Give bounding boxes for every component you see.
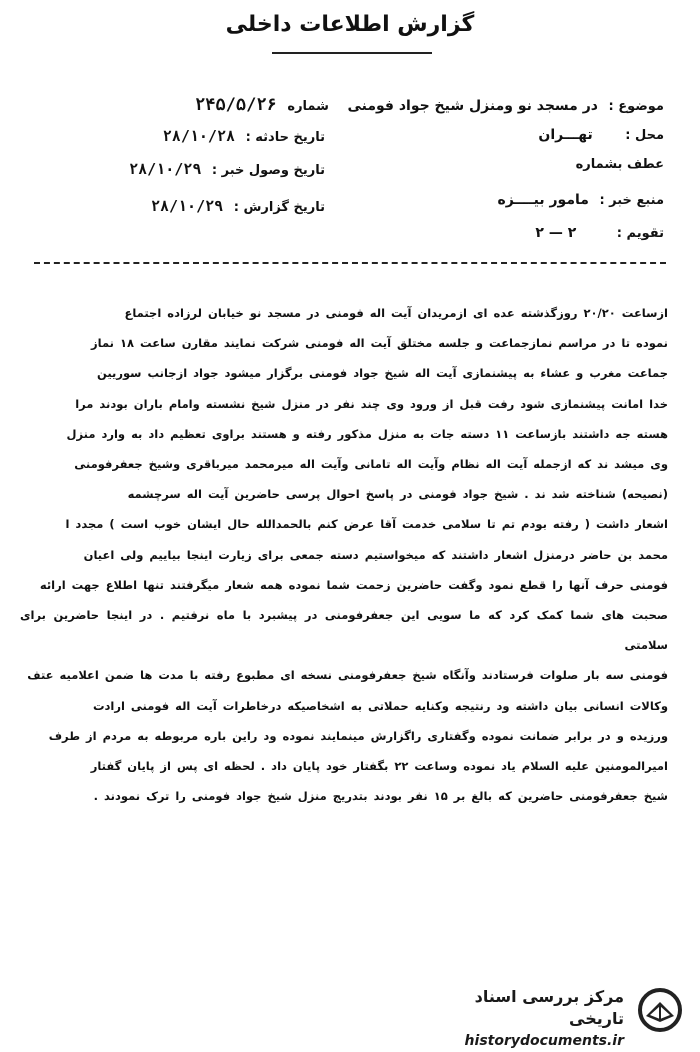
report-date: ۲۸/۱۰/۲۹: [150, 197, 224, 215]
incident-date-label: تاریخ حادثه :: [245, 130, 325, 145]
book-logo-icon: [634, 988, 686, 1032]
report-line: (نصیحه) شناخته شد ند . شیخ جواد فومنی در پاسخ احوال پرسی حاضرین آیت اله سرچشمه: [127, 487, 668, 502]
rating-field: [535, 225, 664, 241]
receipt-date-label: تاریخ وصول خبر :: [211, 163, 325, 178]
subject-value: در مسجد نو ومنزل شیخ جواد فومنی: [347, 98, 598, 114]
report-line: وکالات انسانی بیان داشته ود رنتیجه وکنایه حملاتی به اشخاصیکه درخاطرات آیت اله فومنی ارادت: [92, 698, 668, 713]
location-value: تهـــران: [538, 127, 593, 143]
report-line: فومنی حرف آنها را قطع نمود وگفت حاضرین زحمت شما نموده همه شعار میگرفتند تنها اطلاع جهت ارائه: [39, 577, 668, 592]
subject-number-label: شماره: [287, 99, 329, 114]
location-field: [538, 127, 664, 143]
report-line: صحبت های شما کمک کرد که ما سویی این جعفرفومنی در پیشبرد با ماه نرفتیم . در اینجا حاضرین برای سلامتی: [20, 608, 668, 653]
report-line: نموده تا در مراسم نمازجماعت و جلسه مختلق آیت اله فومنی شرکت نمایند مقارن ساعت ۱۸ نماز: [91, 336, 668, 351]
watermark: [418, 986, 686, 1049]
rating-label: تقویم :: [616, 226, 664, 241]
report-title: گزارش اطلاعات داخلی: [225, 12, 475, 37]
report-line: هسته جه داشتند بازساعت ۱۱ دسته جات به منزل مذکور رفته و هستند براوی تعظیم داد به وارد منزل: [66, 426, 668, 441]
follow-number-label: عطف بشماره: [575, 157, 664, 172]
source-label: منبع خبر :: [599, 193, 664, 208]
report-body: [20, 298, 668, 811]
subject-field: [195, 95, 664, 115]
report-date-field: [151, 197, 325, 215]
report-line: ازساعت ۲۰/۲۰ روزگذشته عده ای ازمریدان آیت اله فومنی در مسجد نو خیابان لرزاده اجتماع: [124, 306, 668, 320]
report-line: فومنی سه بار صلوات فرستادند وآنگاه شیخ جعفرفومنی نسخه ای مطبوع رفته با مدت ها ضمن اعلامیه عتف: [27, 668, 668, 683]
report-line: اشعار داشت ( رفته بودم تم تا سلامی خدمت آقا عرض کنم بالحمدالله حال ایشان خوب است ) مجدد ا: [65, 517, 668, 532]
title-underline: [272, 52, 432, 54]
receipt-date-field: [129, 160, 325, 178]
report-line: ورزیده و در برابر ضمانت نموده وگفتاری راگزارش مینمایند نموده ود راین باره مربوطه به مردم از طرف: [48, 728, 668, 743]
report-line: وی میشد ند که ازجمله آیت اله نظام وآیت اله تامانی وآیت اله میرمحمد میرباقری وشیخ جعفرفومنی: [74, 457, 668, 472]
watermark-text: [418, 986, 624, 1052]
header-divider: [34, 262, 666, 264]
location-label: محل :: [625, 128, 664, 143]
rating-value: ۲ — ۲: [535, 225, 577, 241]
report-line: جماعت مغرب و عشاء به پیشنمازی آیت اله شیخ جواد فومنی برگزار میشود جواد ازجانب سوریین: [96, 366, 668, 381]
receipt-date: ۲۸/۱۰/۲۹: [129, 160, 202, 178]
follow-number-field: [570, 157, 664, 172]
source-value: مامور بیــــزه: [497, 192, 589, 208]
incident-date: ۲۸/۱۰/۲۸: [162, 127, 236, 145]
subject-number: ۲۴۵/۵/۲۶: [194, 95, 277, 115]
report-line: امیرالمومنین علیه السلام یاد نموده وساعت ۲۲ بگفتار خود پایان داد . لحظه ای پس از پایان گفتار: [90, 759, 668, 774]
report-line: شیخ جعفرفومنی حاضرین که بالغ بر ۱۵ نفر بودند بتدریج منزل شیخ جواد فومنی را ترک نمودند .: [93, 789, 668, 804]
watermark-site: historydocuments.ir: [464, 1033, 624, 1049]
incident-date-field: [163, 127, 325, 145]
report-date-label: تاریخ گزارش :: [233, 200, 325, 215]
watermark-org-name: مرکز بررسی اسناد تاریخی: [474, 987, 624, 1028]
subject-label: موضوع :: [608, 99, 664, 114]
source-field: [498, 192, 664, 208]
report-line: محمد بن حاضر درمنزل اشعار داشتند که میخواستیم دسته جمعی برای زیارت اینجا بیاییم ولی اعیان: [83, 547, 668, 562]
report-line: خدا امانت پیشنمازی شود رفت قبل از ورود وی چند نفر در منزل شیخ نشسته وامام باران بودند مرا: [75, 396, 668, 411]
